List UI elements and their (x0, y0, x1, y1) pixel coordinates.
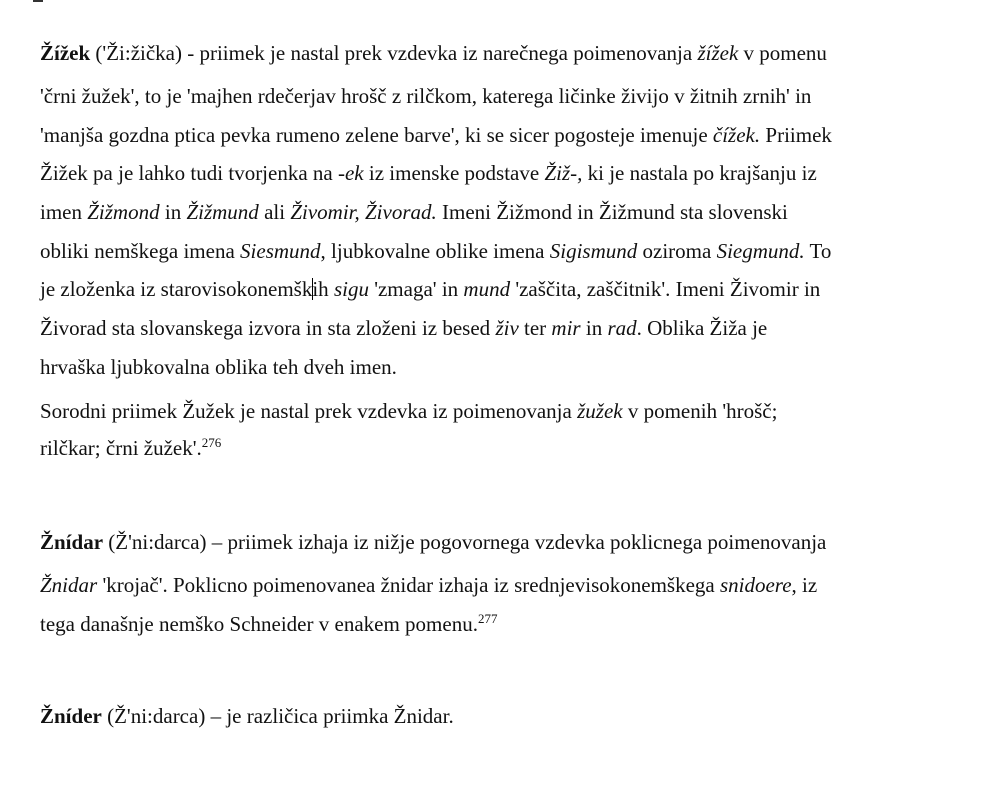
text-line (40, 398, 777, 424)
text-line (40, 703, 454, 729)
text-run: , iz (791, 573, 818, 597)
text-run: To (804, 239, 832, 263)
text-line (40, 529, 826, 555)
footnote-ref[interactable]: 277 (477, 611, 498, 626)
text-run: imen (40, 200, 88, 224)
text-run: Živorad sta slovanskega izvora in sta zloženi iz besed (40, 316, 496, 340)
text-line (40, 572, 817, 598)
italic-term: ek (344, 161, 364, 185)
text-line (40, 199, 788, 225)
text-line (40, 40, 827, 66)
text-run: v pomenih 'hrošč; (622, 399, 778, 423)
text-run: (Ž'ni:darca) – priimek izhaja iz nižje pogovornega vzdevka poklicnega poimenovanja (103, 530, 827, 554)
italic-term: čížek. (712, 123, 761, 147)
text-run: ali (258, 200, 291, 224)
entry-headword: Žnídar (40, 530, 104, 554)
text-run: Sorodni priimek Žužek je nastal prek vzdevka iz poimenovanja (40, 399, 578, 423)
text-line (40, 354, 397, 380)
page-corner-mark (33, 0, 43, 2)
text-run: ('Ži:žička) - priimek je nastal prek vzdevka iz narečnega poimenovanja (90, 41, 698, 65)
italic-term: Žižmond (87, 200, 160, 224)
text-line (40, 83, 811, 109)
text-run: 'zaščita, zaščitnik'. Imeni Živomir in (510, 277, 821, 301)
text-line (40, 276, 820, 302)
text-run: (Ž'ni:darca) – je različica priimka Žnidar. (101, 704, 454, 728)
italic-term: Siesmund (240, 239, 321, 263)
italic-term: žížek (697, 41, 739, 65)
text-run: v pomenu (738, 41, 827, 65)
italic-term: mir (551, 316, 581, 340)
entry-headword: Žníder (40, 704, 102, 728)
text-run: in (580, 316, 608, 340)
text-line (40, 160, 817, 186)
text-run: ki je nastala po krajšanju iz (582, 161, 817, 185)
italic-term: mund (463, 277, 511, 301)
text-run: tega današnje nemško Schneider v enakem pomenu. (40, 612, 478, 636)
text-run: 'krojač'. Poklicno poimenovanea žnidar izhaja iz srednjevisokonemškega (97, 573, 720, 597)
italic-term: snidoere (719, 573, 792, 597)
text-line (40, 238, 831, 264)
text-run: 'manjša gozdna ptica pevka rumeno zelene barve', ki se sicer pogosteje imenuje (40, 123, 713, 147)
text-run: iz imenske podstave (363, 161, 545, 185)
text-run: Žižek pa je lahko tudi tvorjenka na - (40, 161, 345, 185)
italic-term: Žnidar (40, 573, 98, 597)
text-run: ih (312, 277, 334, 301)
text-run: in (159, 200, 187, 224)
text-line (40, 122, 832, 148)
text-run: 'zmaga' in (368, 277, 464, 301)
italic-term: rad (607, 316, 637, 340)
text-line (40, 435, 221, 461)
italic-term: Žižmund (186, 200, 259, 224)
text-run: rilčkar; črni žužek'. (40, 436, 202, 460)
text-run: Priimek (760, 123, 832, 147)
text-line (40, 611, 497, 637)
italic-term: Živomir, Živorad. (290, 200, 437, 224)
italic-term: Siegmund. (716, 239, 805, 263)
italic-term: Sigismund (549, 239, 638, 263)
text-run: je zloženka iz starovisokonemšk (40, 277, 313, 301)
italic-term: živ (495, 316, 519, 340)
text-run: Imeni Žižmond in Žižmund sta slovenski (436, 200, 788, 224)
italic-term: Žiž-, (544, 161, 583, 185)
italic-term: žužek (577, 399, 623, 423)
text-run: , ljubkovalne oblike imena (320, 239, 550, 263)
text-line (40, 315, 767, 341)
text-run: oziroma (637, 239, 717, 263)
text-run: 'črni žužek', to je 'majhen rdečerjav hrošč z rilčkom, katerega ličinke živijo v žitnih zrnih' in (40, 84, 812, 108)
italic-term: sigu (333, 277, 369, 301)
text-run: . Oblika Žiža je (636, 316, 768, 340)
text-run: obliki nemškega imena (40, 239, 241, 263)
text-run: hrvaška ljubkovalna oblika teh dveh imen. (40, 355, 397, 379)
footnote-ref[interactable]: 276 (201, 435, 222, 450)
text-run: ter (518, 316, 552, 340)
entry-headword: Žížek (40, 41, 91, 65)
